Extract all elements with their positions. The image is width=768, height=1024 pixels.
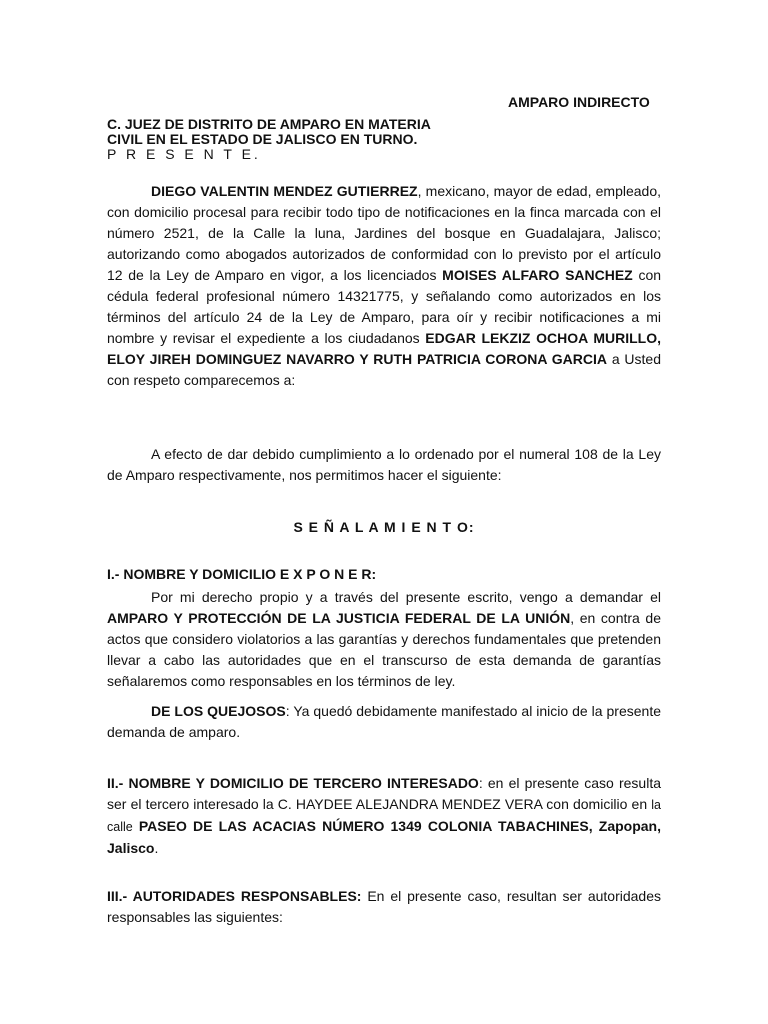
document-type: AMPARO INDIRECTO xyxy=(508,94,650,110)
effect-paragraph xyxy=(107,444,661,486)
quejosos-text: : Ya quedó debidamente manifestado al inicio de la presente demanda de amparo. xyxy=(107,703,661,740)
intro-paragraph xyxy=(107,181,661,391)
section-1-text-1: Por mi derecho propio y a través del presente escrito, vengo a demandar el xyxy=(151,589,661,605)
section-1-paragraph xyxy=(107,587,661,692)
third-party-address: PASEO DE LAS ACACIAS NÚMERO 1349 COLONIA TABACHINES, Zapopan, Jalisco xyxy=(107,818,661,856)
section-2-small-text: la calle xyxy=(107,798,661,834)
authorized-citizens: EDGAR LEKZIZ OCHOA MURILLO, ELOY JIREH DOMINGUEZ NAVARRO Y RUTH PATRICIA CORONA GARCIA xyxy=(107,330,661,367)
quejosos-paragraph xyxy=(107,701,661,743)
section-2-heading: II.- NOMBRE Y DOMICILIO DE TERCERO INTERESADO xyxy=(107,775,479,791)
presente: P R E S E N T E. xyxy=(107,146,261,162)
section-title: S E Ñ A L A M I E N T O: xyxy=(293,519,475,535)
addressee-line-1: C. JUEZ DE DISTRITO DE AMPARO EN MATERIA xyxy=(107,116,431,132)
quejosos-label: DE LOS QUEJOSOS xyxy=(151,703,286,719)
section-1-text-2: , en contra de actos que considero violatorios a las garantías y derechos fundamentales que pretenden llevar a cabo las autoridades que en el transcurso de esta demanda de garantías señalaremos como responsables en los términos de ley. xyxy=(107,610,661,689)
intro-text-3: a Usted con respeto comparecemos a: xyxy=(107,351,662,388)
section-3-heading: III.- AUTORIDADES RESPONSABLES: xyxy=(107,888,362,904)
section-3-text: En el presente caso, resultan ser autoridades responsables las siguientes: xyxy=(107,888,661,925)
addressee xyxy=(107,117,661,147)
section-2-end: . xyxy=(154,840,159,856)
section-1-heading: I.- NOMBRE Y DOMICILIO E X P O N E R: xyxy=(107,566,377,582)
section-2-paragraph xyxy=(107,773,661,859)
intro-text-2: con cédula federal profesional número 14321775, y señalando como autorizados en los términos del artículo 24 de la Ley de Amparo, para oír y recibir notificaciones a mi nombre y revisar el expediente a los ciudadanos xyxy=(107,267,662,346)
complainant-name: DIEGO VALENTIN MENDEZ GUTIERREZ xyxy=(151,183,418,199)
section-1-bold: AMPARO Y PROTECCIÓN DE LA JUSTICIA FEDERAL DE LA UNIÓN xyxy=(107,610,571,626)
intro-text-1: , mexicano, mayor de edad, empleado, con domicilio procesal para recibir todo tipo de notificaciones en la finca marcada con el número 2521, de la Calle la luna, Jardines del bosque en Guadalajara, Jalisco; autorizando como abogados autorizados de conformidad con lo previsto por el artículo 12 de la Ley de Amparo en vigor, a los licenciados xyxy=(107,183,662,283)
section-2-text: : en el presente caso resulta ser el tercero interesado la C. HAYDEE ALEJANDRA MENDEZ VERA con domicilio en xyxy=(107,775,661,812)
section-3-paragraph xyxy=(107,886,661,928)
effect-text: A efecto de dar debido cumplimiento a lo ordenado por el numeral 108 de la Ley de Amparo respectivamente, nos permitimos hacer el siguiente: xyxy=(107,446,661,483)
addressee-line-2: CIVIL EN EL ESTADO DE JALISCO EN TURNO. xyxy=(107,131,418,147)
lawyer-name: MOISES ALFARO SANCHEZ xyxy=(442,267,633,283)
